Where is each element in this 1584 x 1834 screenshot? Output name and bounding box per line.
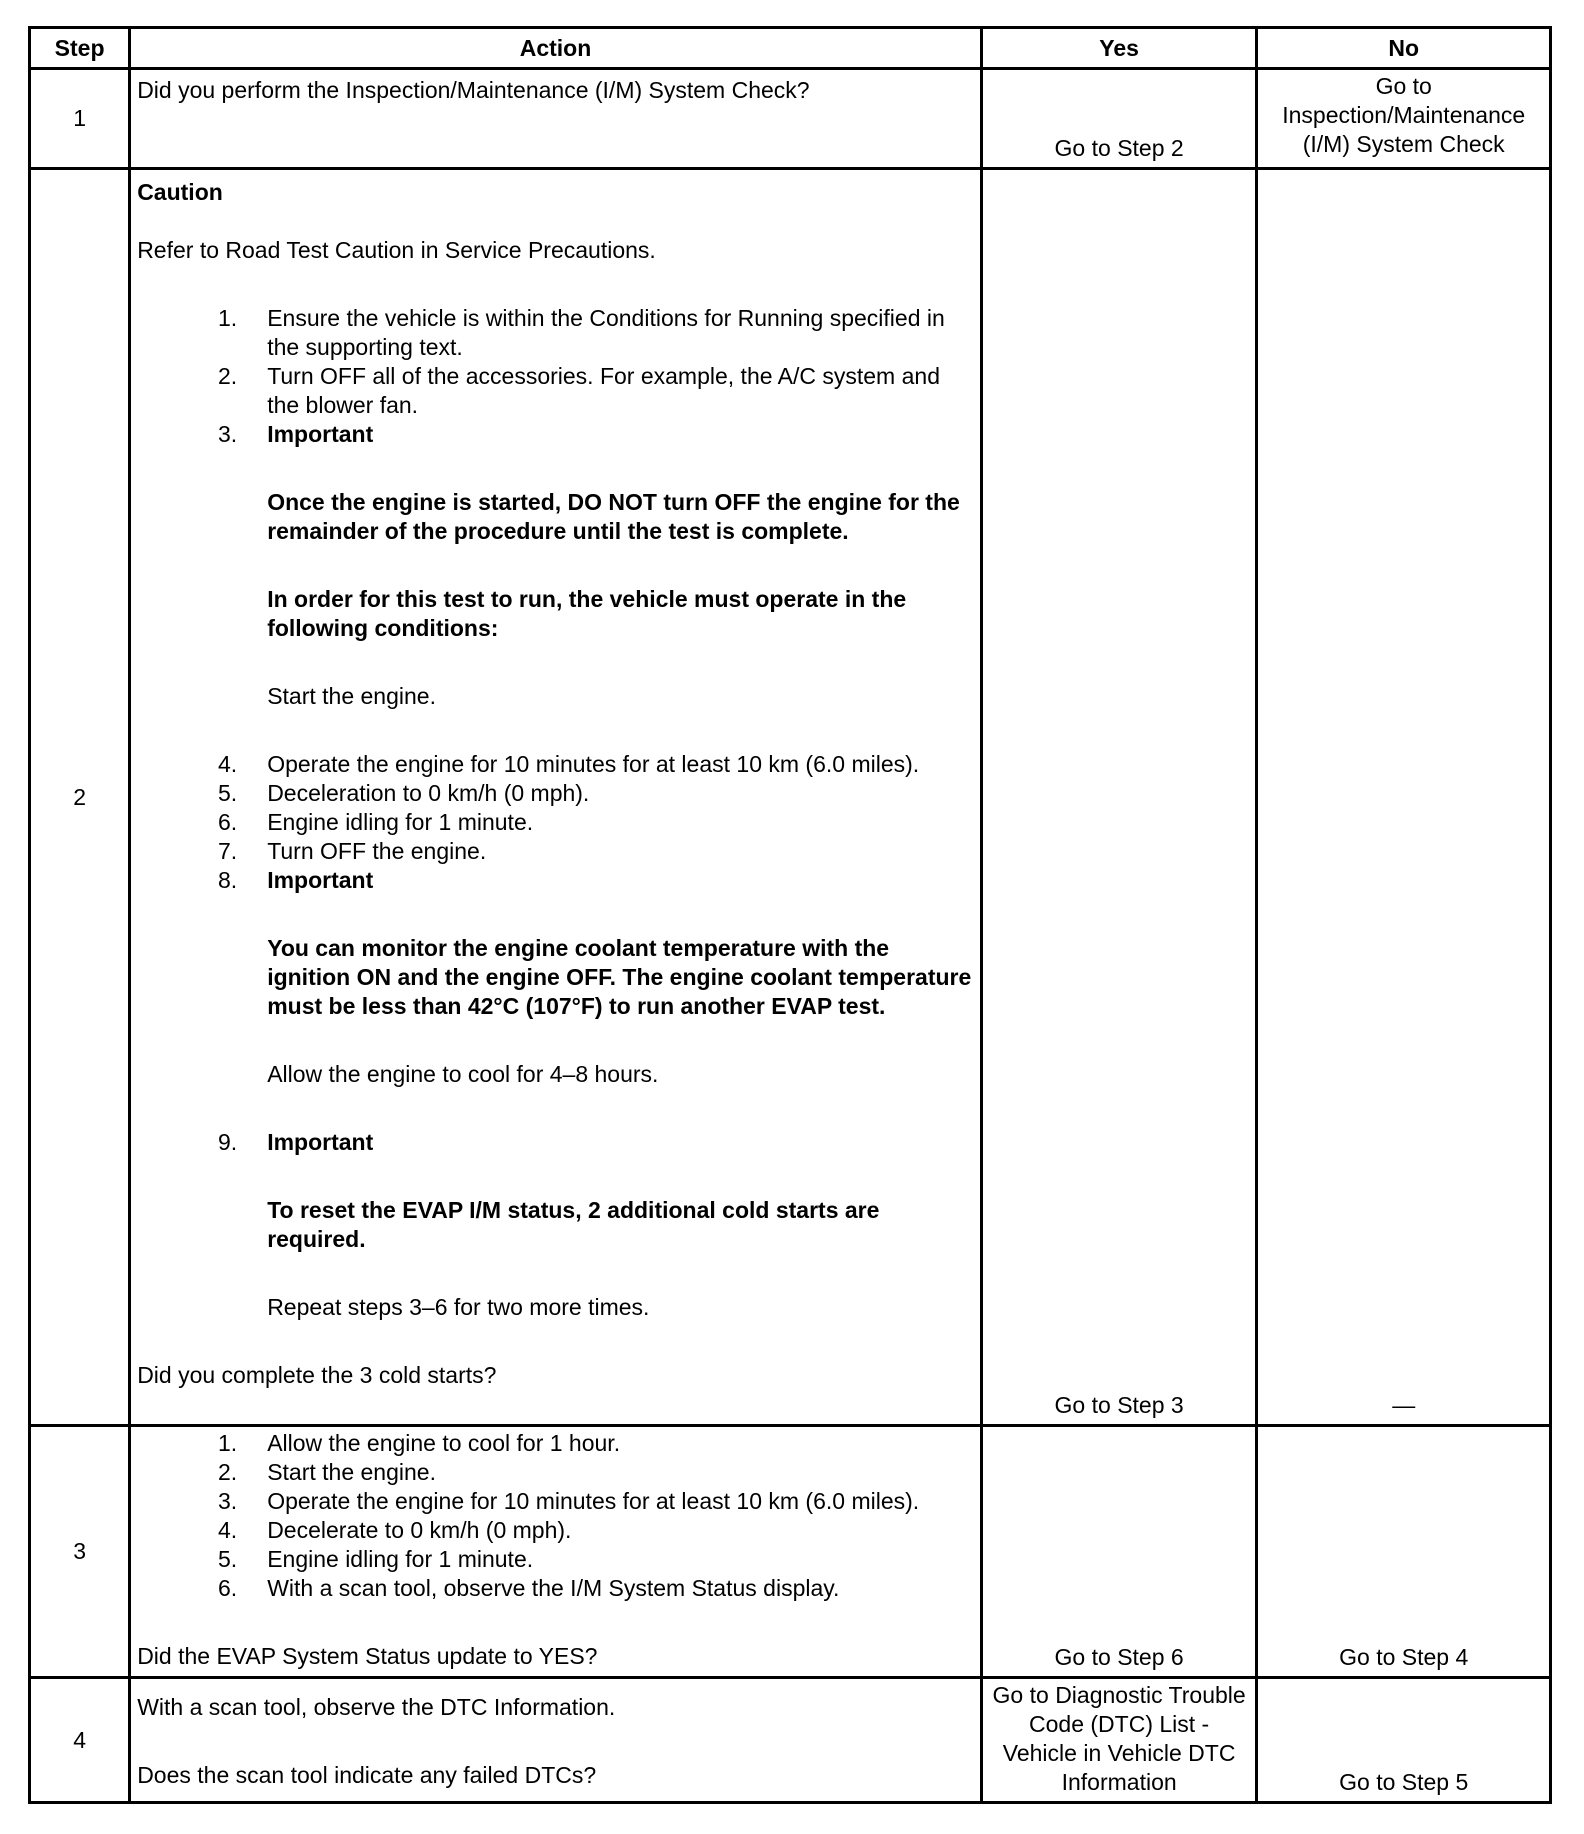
header-row [30, 28, 1551, 69]
question: Does the scan tool indicate any failed DTCs? [137, 1762, 597, 1788]
item-text: Ensure the vehicle is within the Conditions for Running specified in the supporting text. [267, 305, 945, 360]
table-row [30, 1426, 1551, 1678]
item-text: Allow the engine to cool for 1 hour. [267, 1430, 621, 1456]
list-item [137, 837, 972, 866]
item-text: Engine idling for 1 minute. [267, 809, 534, 835]
item-number: 1. [218, 305, 238, 331]
step-number: 2 [30, 169, 130, 1426]
list-item [137, 362, 972, 420]
procedure-list [137, 1429, 972, 1603]
step-number: 3 [30, 1426, 130, 1678]
item-number: 2. [218, 1459, 238, 1485]
item-number: 2. [218, 363, 238, 389]
item-text: Start the engine. [267, 683, 436, 709]
step-number: 1 [30, 69, 130, 169]
important-note: You can monitor the engine coolant temperature with the ignition ON and the engine OFF. The engine coolant temperature must be less than 42°C (107°F) to run another EVAP test. [267, 935, 972, 1019]
question: Did you complete the 3 cold starts? [137, 1362, 497, 1388]
list-item [137, 750, 972, 779]
diagnostic-table [28, 26, 1552, 1804]
yes-link[interactable]: Go to Step 2 [981, 69, 1257, 169]
item-text: Operate the engine for 10 minutes for at least 10 km (6.0 miles). [267, 751, 920, 777]
caution-title: Caution [137, 179, 223, 205]
item-number: 4. [218, 751, 238, 777]
item-text: Turn OFF the engine. [267, 838, 487, 864]
item-text: Engine idling for 1 minute. [267, 1546, 534, 1572]
yes-link[interactable]: Go to Step 3 [981, 169, 1257, 1426]
action-cell [130, 1678, 982, 1803]
item-text: Repeat steps 3–6 for two more times. [267, 1294, 650, 1320]
header-yes: Yes [981, 28, 1257, 69]
item-text: Operate the engine for 10 minutes for at least 10 km (6.0 miles). [267, 1488, 920, 1514]
list-item [137, 420, 972, 750]
table-row [30, 169, 1551, 1426]
item-number: 5. [218, 1546, 238, 1572]
item-text: Allow the engine to cool for 4–8 hours. [267, 1061, 659, 1087]
step-number: 4 [30, 1678, 130, 1803]
item-text: Decelerate to 0 km/h (0 mph). [267, 1517, 572, 1543]
item-text: With a scan tool, observe the I/M System Status display. [267, 1575, 840, 1601]
header-action: Action [130, 28, 982, 69]
item-number: 1. [218, 1430, 238, 1456]
yes-link[interactable]: Go to Diagnostic Trouble Code (DTC) List - Vehicle in Vehicle DTC Information [981, 1678, 1257, 1803]
list-item [137, 1574, 972, 1603]
item-number: 4. [218, 1517, 238, 1543]
item-number: 3. [218, 1488, 238, 1514]
question: Did you perform the Inspection/Maintenance (I/M) System Check? [137, 77, 810, 103]
question: Did the EVAP System Status update to YES? [137, 1643, 598, 1669]
list-item [137, 808, 972, 837]
no-link[interactable]: Go to Inspection/Maintenance (I/M) System Check [1257, 69, 1551, 169]
header-no: No [1257, 28, 1551, 69]
item-text: Start the engine. [267, 1459, 436, 1485]
list-item [137, 866, 972, 1128]
no-value: — [1257, 169, 1551, 1426]
table-row [30, 1678, 1551, 1803]
item-text: Turn OFF all of the accessories. For example, the A/C system and the blower fan. [267, 363, 940, 418]
table-row [30, 69, 1551, 169]
action-cell [130, 1426, 982, 1678]
important-title: Important [267, 867, 374, 893]
important-title: Important [267, 421, 374, 447]
caution-text: Refer to Road Test Caution in Service Precautions. [137, 237, 656, 263]
item-text: Deceleration to 0 km/h (0 mph). [267, 780, 590, 806]
list-item [137, 1429, 972, 1458]
list-item [137, 779, 972, 808]
no-link[interactable]: Go to Step 4 [1257, 1426, 1551, 1678]
important-note: Once the engine is started, DO NOT turn OFF the engine for the remainder of the procedure until the test is complete. [267, 489, 960, 544]
action-cell [130, 69, 982, 169]
item-number: 9. [218, 1129, 238, 1155]
header-step: Step [30, 28, 130, 69]
item-number: 8. [218, 867, 238, 893]
important-note: In order for this test to run, the vehicle must operate in the following conditions: [267, 586, 907, 641]
item-number: 3. [218, 421, 238, 447]
list-item [137, 1128, 972, 1322]
action-cell [130, 169, 982, 1426]
important-note: To reset the EVAP I/M status, 2 additional cold starts are required. [267, 1197, 880, 1252]
item-number: 5. [218, 780, 238, 806]
list-item [137, 1516, 972, 1545]
procedure-list [137, 304, 972, 1322]
list-item [137, 1487, 972, 1516]
list-item [137, 1545, 972, 1574]
action-text: With a scan tool, observe the DTC Information. [137, 1694, 616, 1720]
important-title: Important [267, 1129, 374, 1155]
list-item [137, 1458, 972, 1487]
item-number: 6. [218, 1575, 238, 1601]
yes-link[interactable]: Go to Step 6 [981, 1426, 1257, 1678]
item-number: 7. [218, 838, 238, 864]
list-item [137, 304, 972, 362]
no-link[interactable]: Go to Step 5 [1257, 1678, 1551, 1803]
item-number: 6. [218, 809, 238, 835]
